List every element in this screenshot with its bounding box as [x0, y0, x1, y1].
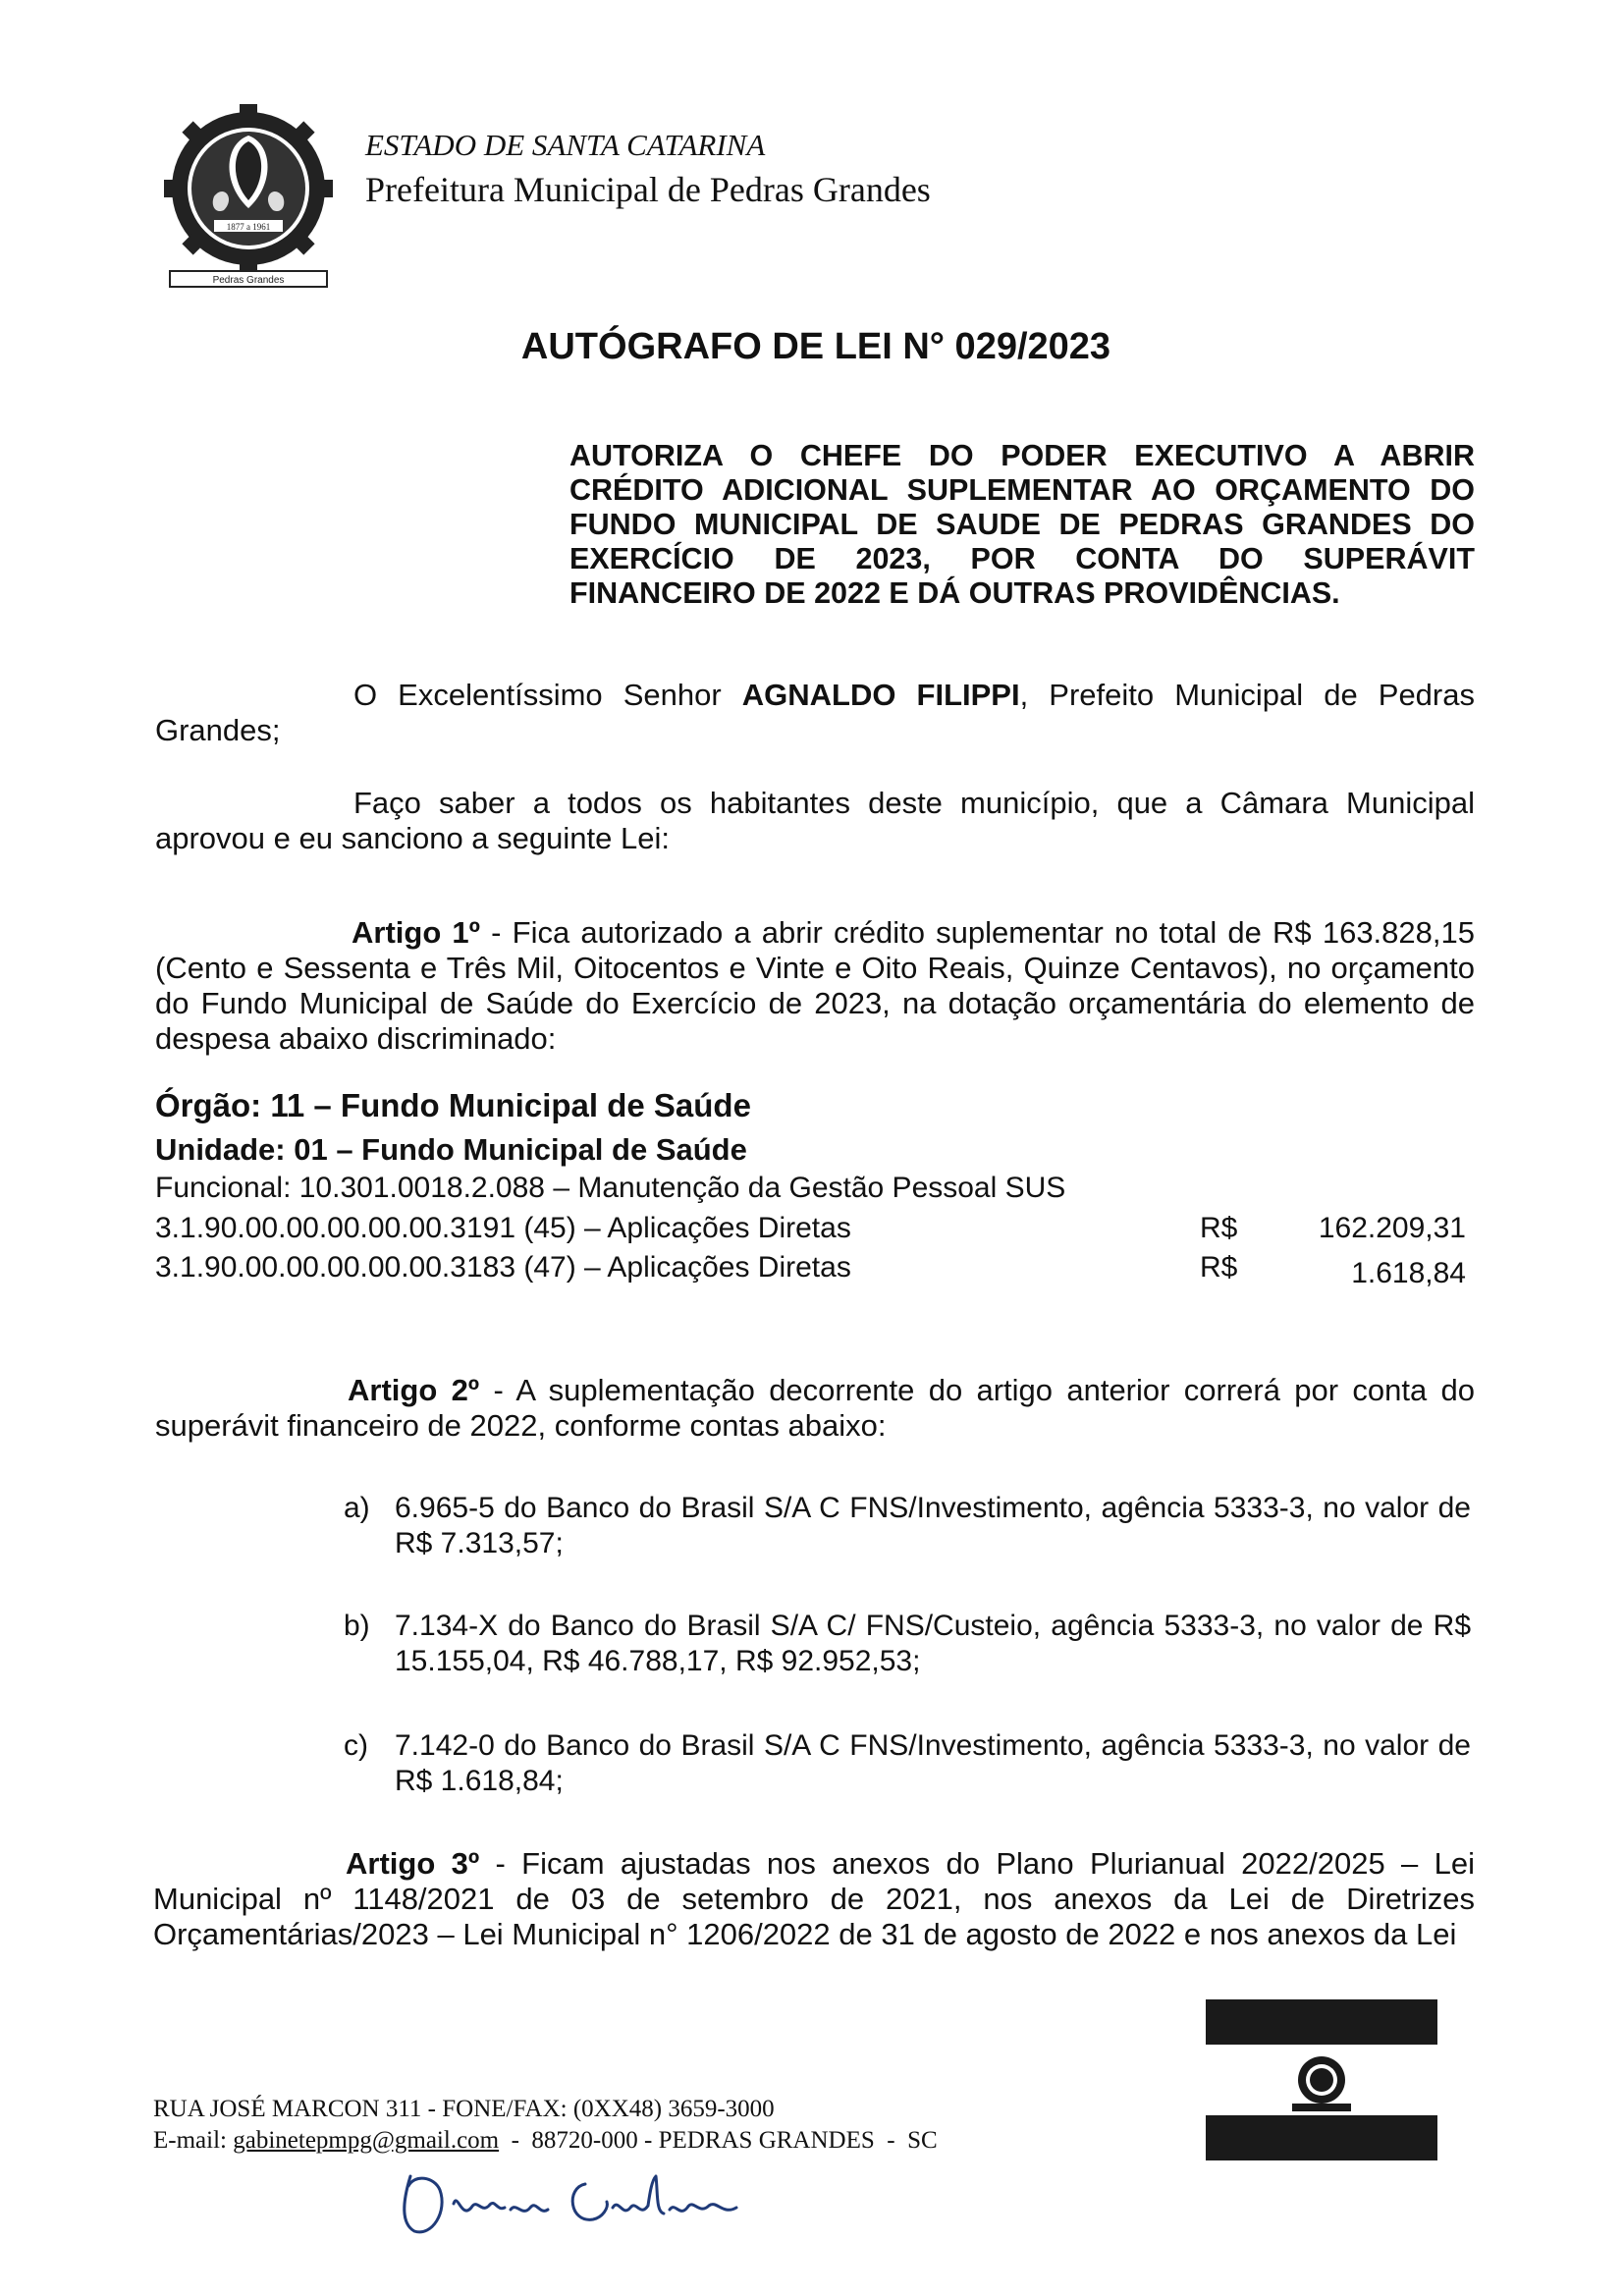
budget-unidade: Unidade: 01 – Fundo Municipal de Saúde — [155, 1132, 747, 1167]
article-3-label: Artigo 3º — [346, 1846, 480, 1881]
state-name: ESTADO DE SANTA CATARINA — [365, 128, 766, 162]
handwritten-signature — [393, 2162, 785, 2241]
prefecture-name: Prefeitura Municipal de Pedras Grandes — [365, 170, 931, 209]
crest-year-text: 1877 a 1961 — [226, 222, 271, 232]
law-ementa: AUTORIZA O CHEFE DO PODER EXECUTIVO A ABRIR CRÉDITO ADICIONAL SUPLEMENTAR AO ORÇAMENTO DO FUNDO MUNICIPAL DE SAUDE DE PEDRAS GRANDES DO EXERCÍCIO DE 2023, POR CONTA DO SUPERÁVIT FINANCEIRO DE 2022 E DÁ OUTRAS PROVIDÊNCIAS. — [569, 439, 1475, 610]
crest-banner-text: Pedras Grandes — [212, 275, 285, 286]
email-label: E-mail: — [153, 2127, 234, 2154]
account-item — [344, 1609, 1471, 1679]
article-3 — [153, 1846, 1475, 1952]
chamber-seal-stamp — [1206, 1999, 1437, 2160]
account-item-text: 7.142-0 do Banco do Brasil S/A C FNS/Investimento, agência 5333-3, no valor de R$ 1.618,84; — [395, 1729, 1471, 1797]
article-1-label: Artigo 1º — [352, 915, 480, 950]
footer-city: - 88720-000 - PEDRAS GRANDES - SC — [499, 2127, 938, 2154]
intro-p1-pre: O Excelentíssimo Senhor — [353, 678, 742, 712]
article-1-text: - Fica autorizado a abrir crédito suplementar no total de R$ 163.828,15 (Cento e Sessenta e Três Mil, Oitocentos e Vinte e Oito Reais, Quinze Centavos), no orçamento do Fundo Municipal de Saúde do Exercício de 2023, na dotação orçamentária do elemento de despesa abaixo discriminado: — [155, 915, 1475, 1056]
account-item-label: a) — [344, 1492, 370, 1524]
budget-item-currency: R$ — [1200, 1251, 1238, 1284]
article-1 — [155, 915, 1475, 1057]
intro-paragraph-2: Faço saber a todos os habitantes deste município, que a Câmara Municipal aprovou e eu sanciono a seguinte Lei: — [155, 786, 1475, 855]
budget-line-item — [155, 1251, 1466, 1289]
account-item — [344, 1491, 1471, 1561]
article-2-label: Artigo 2º — [348, 1373, 480, 1407]
email-link[interactable]: gabinetepmpg@gmail.com — [233, 2127, 500, 2154]
account-item-label: b) — [344, 1610, 370, 1642]
budget-orgao: Órgão: 11 – Fundo Municipal de Saúde — [155, 1087, 751, 1123]
budget-item-value: 1.618,84 — [1351, 1257, 1466, 1289]
coat-of-arms-emblem — [155, 90, 342, 297]
account-item-text: 6.965-5 do Banco do Brasil S/A C FNS/Investimento, agência 5333-3, no valor de R$ 7.313,57; — [395, 1492, 1471, 1559]
account-item-label: c) — [344, 1729, 368, 1762]
article-3-text: - Ficam ajustadas nos anexos do Plano Plurianual 2022/2025 – Lei Municipal nº 1148/2021 de 03 de setembro de 2021, nos anexos da Lei de Diretrizes Orçamentárias/2023 – Lei Municipal n° 1206/2022 de 31 de agosto de 2022 e nos anexos da Lei — [153, 1846, 1476, 1951]
footer-address: RUA JOSÉ MARCON 311 - FONE/FAX: (0XX48) 3659-3000 — [153, 2096, 775, 2122]
account-item — [344, 1728, 1471, 1799]
article-2 — [155, 1373, 1475, 1444]
budget-item-code: 3.1.90.00.00.00.00.00.3183 (47) – Aplicações Diretas — [155, 1251, 851, 1284]
article-2-text: - A suplementação decorrente do artigo anterior correrá por conta do superávit financeiro de 2022, conforme contas abaixo: — [155, 1373, 1475, 1443]
footer-contact — [153, 2127, 938, 2155]
budget-funcional: Funcional: 10.301.0018.2.088 – Manutenção da Gestão Pessoal SUS — [155, 1172, 1066, 1204]
mayor-name: AGNALDO FILIPPI — [741, 678, 1020, 712]
budget-line-item — [155, 1212, 1466, 1247]
intro-paragraph-1 — [155, 678, 1475, 748]
budget-item-currency: R$ — [1200, 1212, 1238, 1244]
law-title: AUTÓGRAFO DE LEI N° 029/2023 — [520, 326, 1111, 367]
account-item-text: 7.134-X do Banco do Brasil S/A C/ FNS/Custeio, agência 5333-3, no valor de R$ 15.155,04, R$ 46.788,17, R$ 92.952,53; — [395, 1610, 1471, 1677]
budget-item-code: 3.1.90.00.00.00.00.00.3191 (45) – Aplicações Diretas — [155, 1212, 851, 1244]
intro-p1-post: , Prefeito Municipal de Pedras Grandes; — [155, 678, 1475, 747]
budget-item-value: 162.209,31 — [1318, 1212, 1466, 1244]
